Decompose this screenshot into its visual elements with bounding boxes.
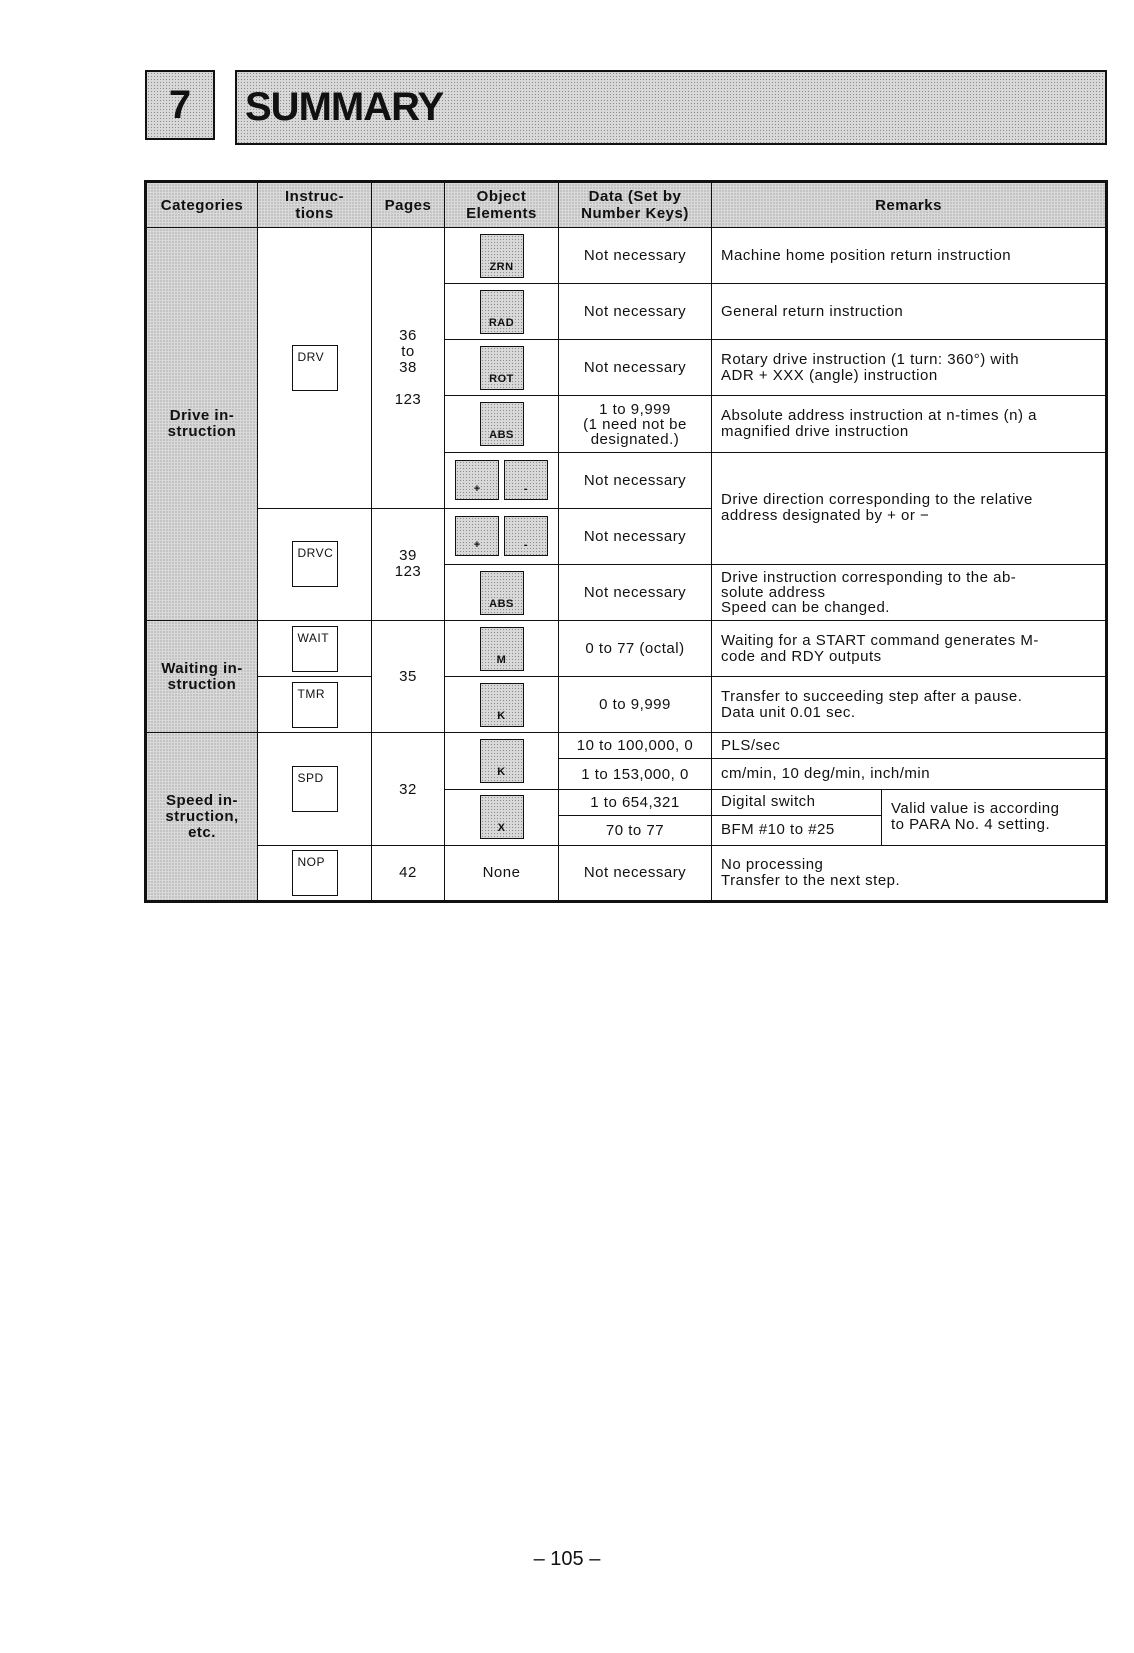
object-cell <box>445 396 559 452</box>
header-data <box>559 182 712 228</box>
remark-abs-text: Absolute address instruction at n-times (n) a magnified drive instruction <box>721 407 1037 441</box>
instr-drv-cell <box>258 228 372 509</box>
remark-zrn: Machine home position return instruction <box>712 228 1107 284</box>
plus-key-icon <box>455 516 499 556</box>
plus-key-label: + <box>473 539 481 552</box>
object-cell <box>445 508 559 564</box>
instr-spd: SPD <box>292 766 338 812</box>
remark-rot <box>712 340 1107 396</box>
minus-key-icon <box>504 460 548 500</box>
category-waiting <box>146 621 258 733</box>
k-key-label: K <box>497 709 506 722</box>
remark-spd3: Digital switch <box>712 789 882 815</box>
header-instructions <box>258 182 372 228</box>
pages-drv <box>372 228 445 509</box>
plus-key-icon <box>455 460 499 500</box>
header-row <box>146 182 1107 228</box>
pages-nop: 42 <box>372 845 445 901</box>
table-row <box>146 228 1107 284</box>
m-key-icon <box>480 627 524 671</box>
instr-spd-cell <box>258 733 372 845</box>
x-key-icon <box>480 795 524 839</box>
data-cell: Not necessary <box>559 228 712 284</box>
remark-abs <box>712 396 1107 452</box>
minus-key-icon <box>504 516 548 556</box>
object-cell <box>445 228 559 284</box>
table-row <box>146 677 1107 733</box>
header-object-elements <box>445 182 559 228</box>
instr-wait-cell <box>258 621 372 677</box>
instr-tmr-cell <box>258 677 372 733</box>
rot-key-label: ROT <box>489 372 514 385</box>
data-cell: 0 to 9,999 <box>559 677 712 733</box>
remark-rad: General return instruction <box>712 284 1107 340</box>
remark-relative <box>712 452 1107 564</box>
data-cell: Not necessary <box>559 508 712 564</box>
table-row <box>146 733 1107 759</box>
data-cell: 1 to 654,321 <box>559 789 712 815</box>
chapter-title: SUMMARY <box>235 70 1107 145</box>
header-instructions-label: Instruc- tions <box>284 188 344 222</box>
abs-key-icon <box>480 571 524 615</box>
remark-nop <box>712 845 1107 901</box>
pages-spd: 32 <box>372 733 445 845</box>
object-cell <box>445 677 559 733</box>
table-row <box>146 845 1107 901</box>
k-key-icon <box>480 739 524 783</box>
object-cell <box>445 621 559 677</box>
object-cell <box>445 452 559 508</box>
category-waiting-label: Waiting in- struction <box>161 659 243 693</box>
zrn-key-label: ZRN <box>489 260 514 273</box>
remark-spd1: PLS/sec <box>712 733 1107 759</box>
object-cell <box>445 284 559 340</box>
remark-spd-valid-text: Valid value is according to PARA No. 4 setting. <box>891 800 1060 834</box>
category-speed <box>146 733 258 902</box>
data-cell: 1 to 153,000, 0 <box>559 759 712 789</box>
remark-drvc-abs <box>712 564 1107 620</box>
header-object-label: Object Elements <box>466 188 537 222</box>
abs-key-label: ABS <box>489 429 514 442</box>
plus-key-label: + <box>473 483 481 496</box>
m-key-label: M <box>496 653 507 666</box>
remark-rot-text: Rotary drive instruction (1 turn: 360°) with ADR + XXX (angle) instruction <box>721 350 1020 384</box>
instr-wait: WAIT <box>292 626 338 672</box>
pages-drvc <box>372 508 445 620</box>
remark-wait-text: Waiting for a START command generates M- code and RDY outputs <box>721 631 1039 665</box>
instr-nop-cell <box>258 845 372 901</box>
remark-spd2: cm/min, 10 deg/min, inch/min <box>712 759 1107 789</box>
k-key-icon <box>480 683 524 727</box>
data-cell: 10 to 100,000, 0 <box>559 733 712 759</box>
data-cell <box>559 396 712 452</box>
rad-key-label: RAD <box>488 316 515 329</box>
remark-tmr-text: Transfer to succeeding step after a pause. Data unit 0.01 sec. <box>721 687 1023 721</box>
remark-tmr <box>712 677 1107 733</box>
remark-spd4: BFM #10 to #25 <box>712 815 882 845</box>
summary-table <box>144 180 1108 903</box>
pages-drvc-label: 39 123 <box>394 547 422 581</box>
header-categories: Categories <box>146 182 258 228</box>
remark-drvc-abs-text: Drive instruction corresponding to the ab- solute address Speed can be changed. <box>721 569 1017 617</box>
pages-wait-tmr: 35 <box>372 621 445 733</box>
abs-key-label: ABS <box>489 597 514 610</box>
chapter-number: 7 <box>145 70 215 140</box>
object-cell <box>445 733 559 789</box>
remark-relative-text: Drive direction corresponding to the relative address designated by + or − <box>721 491 1033 525</box>
rot-key-icon <box>480 346 524 390</box>
abs-key-icon <box>480 402 524 446</box>
remark-nop-text: No processing Transfer to the next step. <box>721 855 901 889</box>
remark-spd-valid <box>882 789 1107 845</box>
minus-key-label: - <box>523 483 528 496</box>
header-pages: Pages <box>372 182 445 228</box>
zrn-key-icon <box>480 234 524 278</box>
header-remarks: Remarks <box>712 182 1107 228</box>
minus-key-label: - <box>523 539 528 552</box>
data-cell: Not necessary <box>559 845 712 901</box>
object-cell <box>445 340 559 396</box>
x-key-label: X <box>497 822 506 835</box>
data-abs-range: 1 to 9,999 (1 need not be designated.) <box>583 400 687 448</box>
object-cell <box>445 789 559 845</box>
data-cell: Not necessary <box>559 284 712 340</box>
category-drive-label: Drive in- struction <box>167 407 237 441</box>
category-drive <box>146 228 258 621</box>
instr-tmr: TMR <box>292 682 338 728</box>
data-cell: 0 to 77 (octal) <box>559 621 712 677</box>
data-cell: 70 to 77 <box>559 815 712 845</box>
data-cell: Not necessary <box>559 340 712 396</box>
pages-drv-label: 36 to 38 123 <box>394 326 422 408</box>
instr-nop: NOP <box>292 850 338 896</box>
page-number: – 105 – <box>533 1548 601 1570</box>
header-data-label: Data (Set by Number Keys) <box>581 188 689 222</box>
instr-drvc-cell <box>258 508 372 620</box>
table-row <box>146 621 1107 677</box>
object-cell <box>445 564 559 620</box>
instr-drv: DRV <box>292 345 338 391</box>
remark-wait <box>712 621 1107 677</box>
object-none: None <box>445 845 559 901</box>
rad-key-icon <box>480 290 524 334</box>
data-cell: Not necessary <box>559 452 712 508</box>
data-cell: Not necessary <box>559 564 712 620</box>
k-key-label: K <box>497 765 506 778</box>
instr-drvc: DRVC <box>292 541 338 587</box>
category-speed-label: Speed in- struction, etc. <box>165 791 239 841</box>
